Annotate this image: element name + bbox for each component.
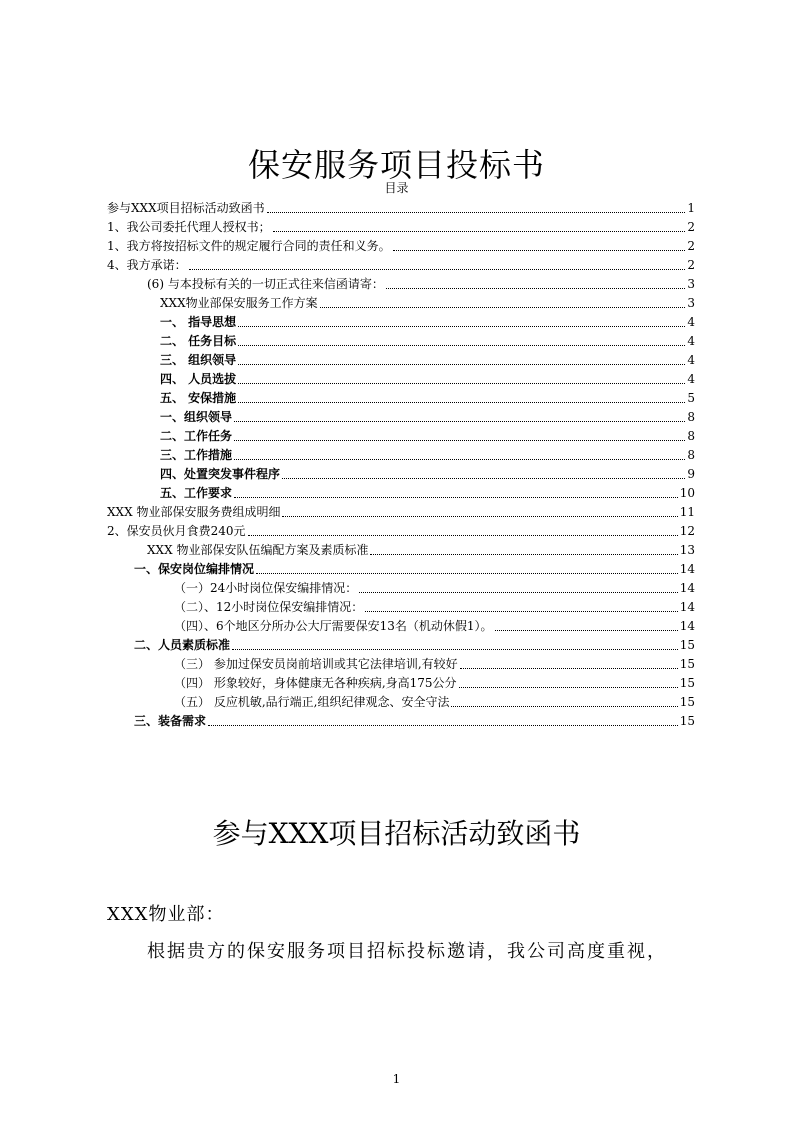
toc-entry[interactable]: 四、 人员选拔 4 — [160, 372, 695, 386]
toc-entry[interactable]: 二、 任务目标 4 — [160, 334, 695, 348]
toc-heading: 目录 — [384, 181, 409, 195]
toc-entry[interactable]: 一、 指导思想 4 — [160, 315, 695, 329]
toc-entry[interactable]: 三、工作措施 8 — [160, 448, 695, 462]
document-title: 保安服务项目投标书 — [247, 146, 545, 184]
toc-entry[interactable]: 五、 安保措施 5 — [160, 391, 695, 405]
toc-entry[interactable]: 二、工作任务 8 — [160, 429, 695, 443]
toc-entry[interactable]: 五、工作要求 10 — [160, 486, 695, 500]
toc-entry[interactable]: 二、人员素质标准 15 — [134, 638, 695, 652]
toc-entry[interactable]: （五） 反应机敏,品行端正,组织纪律观念、安全守法 15 — [174, 695, 695, 709]
page-number: 1 — [392, 1072, 401, 1086]
toc-entry[interactable]: 一、保安岗位编排情况 14 — [134, 562, 695, 576]
toc-entry[interactable]: 参与XXX项目招标活动致函书 1 — [107, 201, 695, 215]
toc-entry[interactable]: 2、保安员伙月食费240元 12 — [107, 524, 695, 538]
toc-entry[interactable]: XXX 物业部保安服务费组成明细 11 — [107, 505, 695, 519]
toc-entry[interactable]: （一）24小时岗位保安编排情况： 14 — [174, 581, 695, 595]
toc-entry[interactable]: 1、我方将按招标文件的规定履行合同的责任和义务。 2 — [107, 239, 695, 253]
toc-entry[interactable]: 四、处置突发事件程序 9 — [160, 467, 695, 481]
body-paragraph: 根据贵方的保安服务项目招标投标邀请，我公司高度重视， — [147, 941, 667, 962]
toc-entry[interactable]: 4、我方承诺： 2 — [107, 258, 695, 272]
toc-entry[interactable]: 一、组织领导 8 — [160, 410, 695, 424]
toc-entry[interactable]: （四）、6个地区分所办公大厅需要保安13名（机动休假1）。 14 — [174, 619, 695, 633]
toc-entry[interactable]: 三、 组织领导 4 — [160, 353, 695, 367]
toc-entry[interactable]: （三） 参加过保安员岗前培训或其它法律培训,有较好 15 — [174, 657, 695, 671]
toc-entry[interactable]: （四） 形象较好，身体健康无各种疾病,身高175公分 15 — [174, 676, 695, 690]
toc-entry[interactable]: （二）、12小时岗位保安编排情况： 14 — [174, 600, 695, 614]
salutation: XXX物业部： — [107, 904, 225, 925]
section-title: 参与XXX项目招标活动致函书 — [212, 817, 581, 850]
toc-entry[interactable]: 三、装备需求 15 — [134, 714, 695, 728]
toc-entry[interactable]: XXX物业部保安服务工作方案 3 — [160, 296, 695, 310]
toc-entry[interactable]: XXX 物业部保安队伍编配方案及素质标准 13 — [147, 543, 695, 557]
toc-entry[interactable]: 1、我公司委托代理人授权书； 2 — [107, 220, 695, 234]
toc-entry[interactable]: (6) 与本投标有关的一切正式往来信函请寄： 3 — [147, 277, 695, 291]
